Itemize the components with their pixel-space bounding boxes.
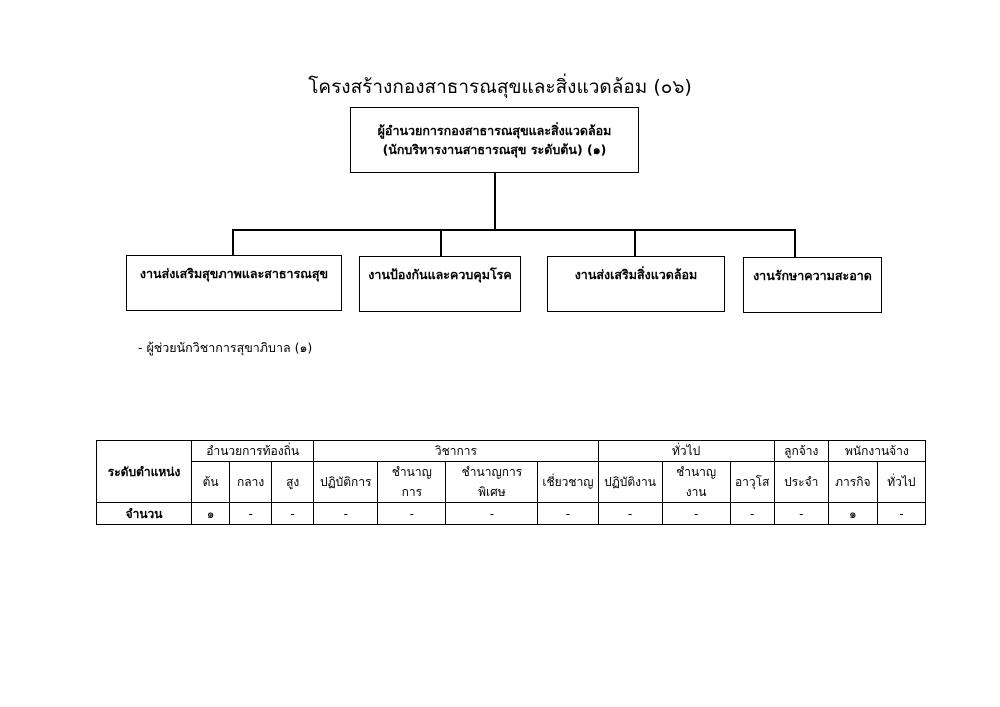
level-general: ทั่วไป: [877, 462, 925, 503]
count-label: จำนวน: [97, 503, 192, 525]
director-box: [350, 107, 639, 173]
unit-label: งานรักษาความสะอาด: [753, 268, 872, 283]
table-header-row-groups: [97, 441, 926, 462]
count-cell: -: [877, 503, 925, 525]
level-ton: ต้น: [192, 462, 230, 503]
group-contract-staff: พนักงานจ้าง: [828, 441, 925, 462]
count-cell: -: [314, 503, 378, 525]
connector-vertical-main: [494, 173, 496, 230]
connector-unit-3: [634, 229, 636, 256]
level-senior: อาวุโส: [730, 462, 774, 503]
level-mission: ภารกิจ: [828, 462, 877, 503]
level-experienced: ชำนาญ งาน: [662, 462, 730, 503]
connector-horizontal: [232, 229, 795, 231]
unit-box-cleanliness: [743, 257, 882, 313]
unit-label: งานส่งเสริมสิ่งแวดล้อม: [574, 267, 698, 282]
level-klang: กลาง: [230, 462, 272, 503]
connector-unit-2: [440, 229, 442, 256]
unit-label: งานส่งเสริมสุขภาพและสาธารณสุข: [139, 266, 329, 281]
unit-box-environment: [547, 256, 725, 312]
count-cell: -: [272, 503, 314, 525]
level-operational: ปฏิบัติงาน: [598, 462, 662, 503]
count-cell: -: [730, 503, 774, 525]
level-expert: เชี่ยวชาญ: [538, 462, 598, 503]
table-row-count: [97, 503, 926, 525]
note-assistant-position: - ผู้ช่วยนักวิชาการสุขาภิบาล (๑): [138, 340, 313, 355]
connector-unit-4: [794, 229, 796, 257]
count-cell: -: [230, 503, 272, 525]
count-cell: -: [662, 503, 730, 525]
level-sung: สูง: [272, 462, 314, 503]
group-general: ทั่วไป: [598, 441, 774, 462]
level-professional: ชำนาญ การ: [378, 462, 446, 503]
table-header-row-levels: [97, 462, 926, 503]
level-permanent: ประจำ: [774, 462, 828, 503]
count-cell: -: [378, 503, 446, 525]
level-practitioner: ปฏิบัติการ: [314, 462, 378, 503]
level-senior-professional: ชำนาญการ พิเศษ: [446, 462, 538, 503]
count-cell: -: [538, 503, 598, 525]
group-local-admin: อำนวยการท้องถิ่น: [192, 441, 314, 462]
count-cell: ๑: [192, 503, 230, 525]
unit-box-health-promotion: [126, 255, 342, 311]
director-position: (นักบริหารงานสาธารณสุข ระดับต้น) (๑): [382, 142, 607, 157]
group-employee: ลูกจ้าง: [774, 441, 828, 462]
page-title: โครงสร้างกองสาธารณสุขและสิ่งแวดล้อม (๐๖): [308, 76, 692, 98]
count-cell: ๑: [828, 503, 877, 525]
count-cell: -: [446, 503, 538, 525]
director-title: ผู้อำนวยการกองสาธารณสุขและสิ่งแวดล้อม: [377, 122, 612, 138]
position-table: [96, 440, 926, 525]
connector-unit-1: [232, 229, 234, 255]
count-cell: -: [598, 503, 662, 525]
count-cell: -: [774, 503, 828, 525]
unit-box-disease-control: [359, 256, 521, 312]
row-header-label: ระดับตำแหน่ง: [97, 441, 192, 503]
unit-label: งานป้องกันและควบคุมโรค: [368, 267, 512, 282]
group-academic: วิชาการ: [314, 441, 598, 462]
